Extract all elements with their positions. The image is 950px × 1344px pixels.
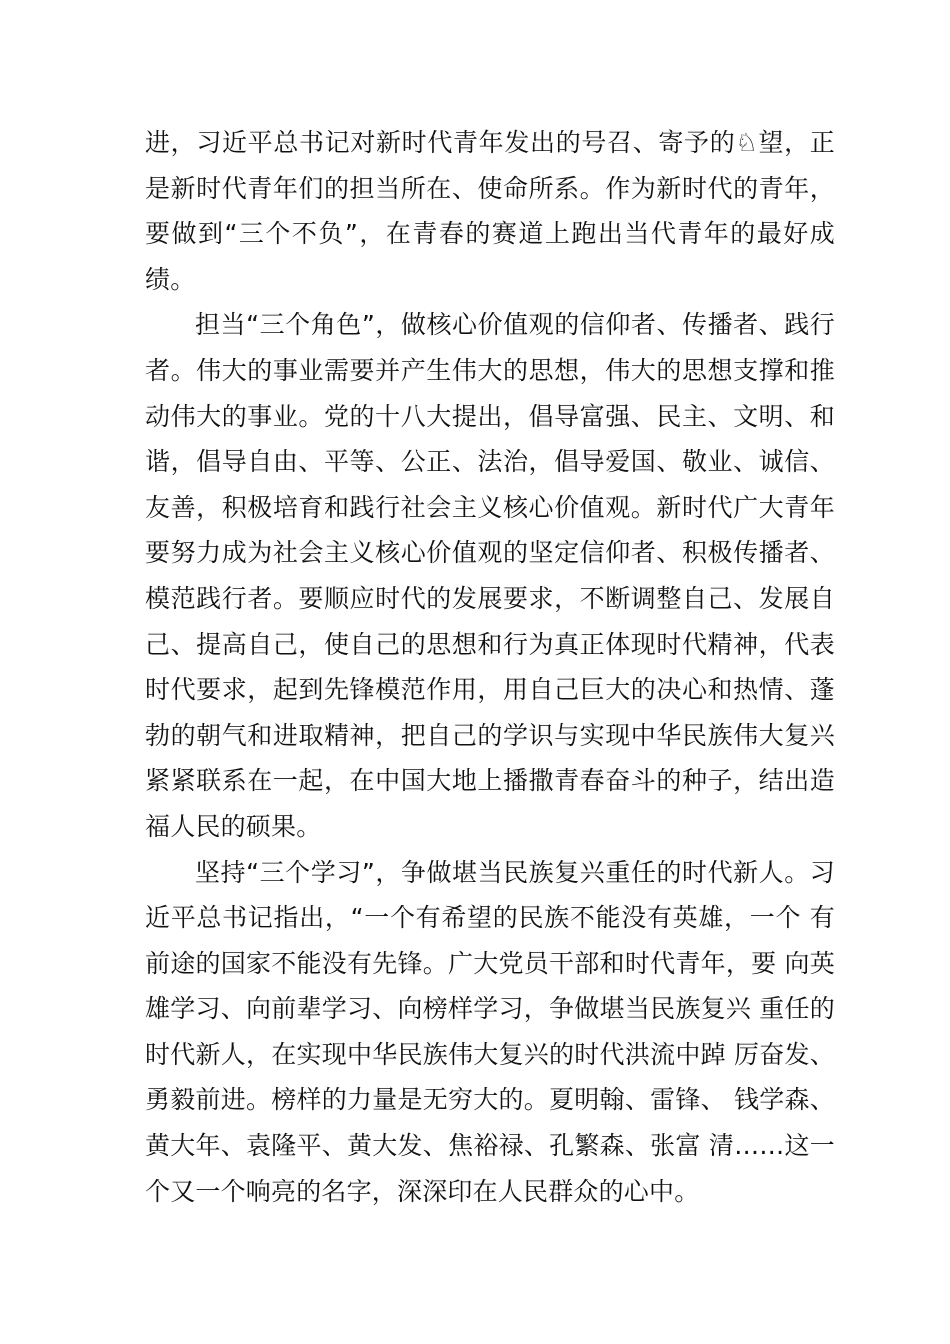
paragraph-continuation: 进，习近平总书记对新时代青年发出的号召、寄予的♘望，正是新时代青年们的担当所在、使命所系。作为新时代的青年，要做到“三个不负”，在青春的赛道上跑出当代青年的最好成绩。 [145,128,835,294]
paragraph-three-roles: 担当“三个角色”，做核心价值观的信仰者、传播者、践行者。伟大的事业需要并产生伟大的思想，伟大的思想支撑和推动伟大的事业。党的十八大提出，倡导富强、民主、文明、和谐，倡导自由、平等、公正、法治，倡导爱国、敬业、诚信、友善，积极培育和践行社会主义核心价值观。新时代广大青年要努力成为社会主义核心价值观的坚定信仰者、积极传播者、模范践行者。要顺应时代的发展要求，不断调整自己、发展自己、提高自己，使自己的思想和行为真正体现时代精神，代表时代要求，起到先锋模范作用，用自己巨大的决心和热情、蓬勃的朝气和进取精神，把自己的学识与实现中华民族伟大复兴紧紧联系在一起，在中国大地上播撒青春奋斗的种子，结出造福人民的硕果。 [145,310,835,841]
document-body [145,120,835,1214]
paragraph-three-learnings: 坚持“三个学习”，争做堪当民族复兴重任的时代新人。习近平总书记指出，“一个有希望的民族不能没有英雄，一个 有前途的国家不能没有先锋。广大党员干部和时代青年，要 向英雄学习、向前辈学习、向榜样学习，争做堪当民族复兴 重任的时代新人，在实现中华民族伟大复兴的时代洪流中踔 厉奋发、勇毅前进。榜样的力量是无穷大的。夏明翰、雷锋、 钱学森、黄大年、袁隆平、黄大发、焦裕禄、孔繁森、张富 清……这一个又一个响亮的名字，深深印在人民群众的心中。 [145,857,835,1206]
